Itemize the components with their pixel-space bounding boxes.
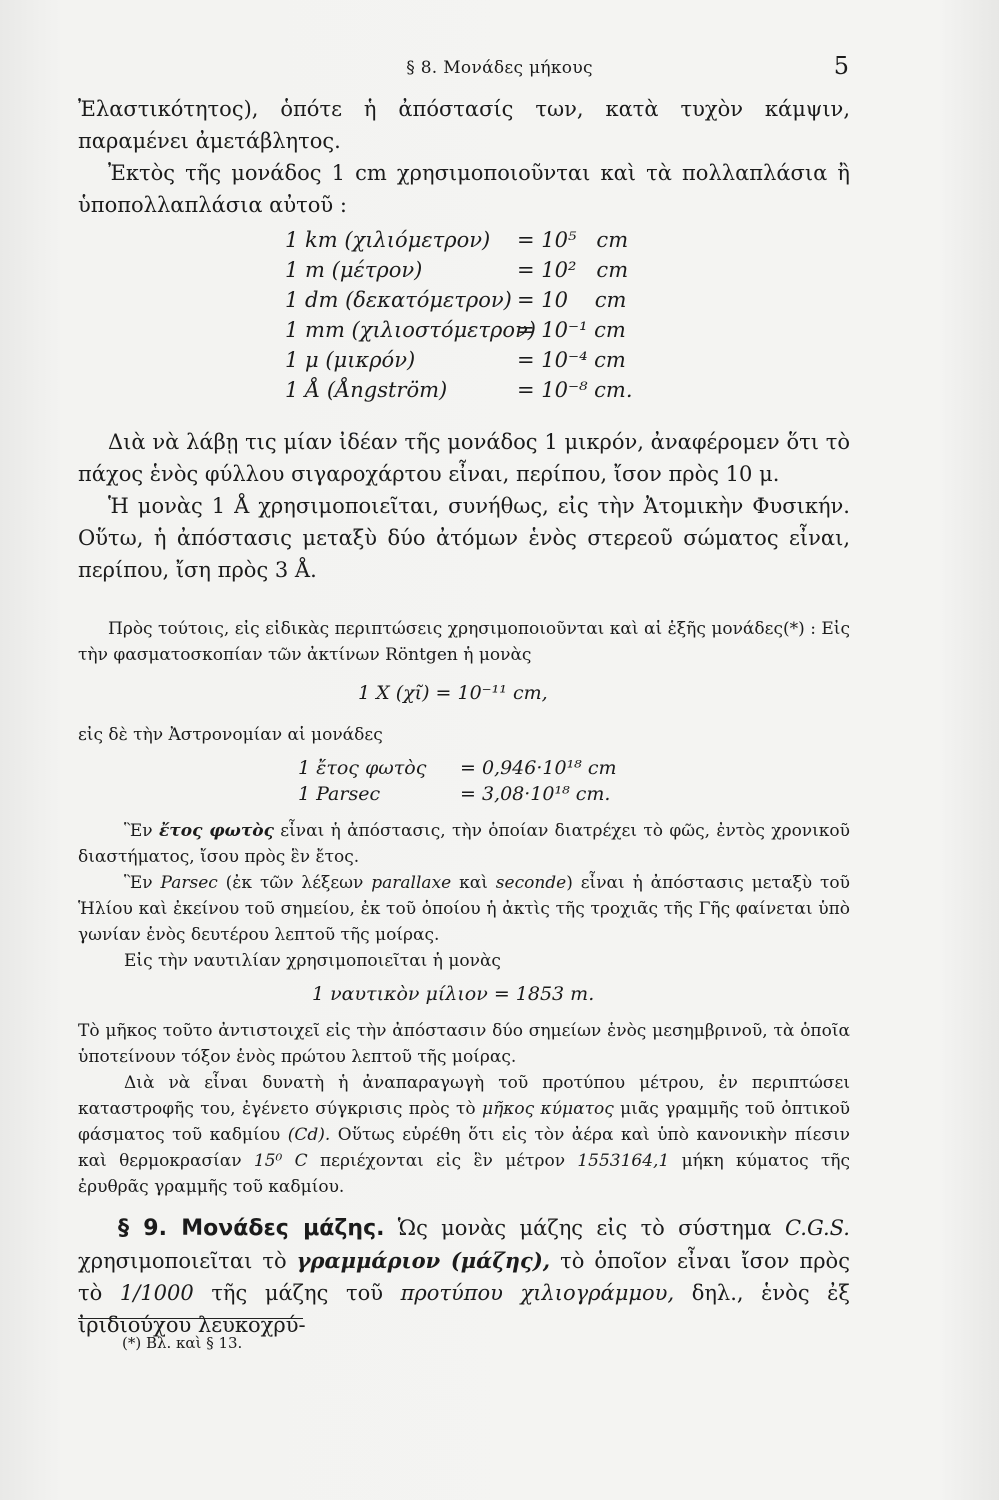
page-header <box>0 52 999 82</box>
equation-x-unit: 1 X (χῖ) = 10⁻¹¹ cm, <box>358 682 548 704</box>
footnote: (*) Βλ. καὶ § 13. <box>122 1334 243 1352</box>
text: (ἐκ τῶν λέξεων <box>225 873 364 893</box>
term-standard-kilogram: προτύπου χιλιογράμμου, <box>400 1281 675 1305</box>
paragraph-angstrom <box>78 490 850 586</box>
text: Ἓν <box>124 821 153 841</box>
text: Διὰ νὰ εἶναι δυνατὴ ἡ ἀναπαραγωγὴ τοῦ προτύπου μέτρου, ἐν περιπτώσει καταστροφῆς του, ἐγένετο σύγκρισις πρὸς τὸ <box>78 1073 850 1119</box>
paragraph-text: Τὸ μῆκος τοῦτο ἀντιστοιχεῖ εἰς τὴν ἀπόστασιν δύο σημείων ἑνὸς μεσημβρινοῦ, τὰ ὁποῖα ὑποτείνουν τόξον ἑνὸς πρώτου λεπτοῦ τῆς μοίρας. <box>78 1021 850 1067</box>
unit-value: = 10 cm <box>517 288 627 312</box>
text: ) εἶναι ἡ ἀπόστασις μεταξὺ τοῦ Ἡλίου καὶ ἐκείνου τοῦ σημείου, ἐκ τοῦ ὁποίου ἡ ἀκτὶς τῆς τροχιᾶς τῆς Γῆς φαίνεται ὑπὸ γωνίαν ἑνὸς δευτέρου λεπτοῦ τῆς μοίρας. <box>78 873 851 945</box>
unit-value: = 10⁻⁴ cm <box>517 348 626 372</box>
word-seconde: seconde <box>495 873 567 893</box>
text: Ὡς μονὰς μάζης εἰς τὸ σύστημα <box>397 1216 772 1240</box>
term-gram: γραμμάριον (μάζης), <box>296 1248 551 1273</box>
text: περιέχονται εἰς ἓν μέτρον <box>319 1151 566 1171</box>
unit-name: 1 mm (χιλιοστόμετρον) <box>285 318 536 342</box>
unit-name: 1 m (μέτρον) <box>285 258 423 282</box>
text: καὶ <box>459 873 488 893</box>
paragraph-elasticity <box>78 93 850 157</box>
paragraph-navigation <box>78 948 850 974</box>
temperature: 15⁰ C <box>253 1151 308 1171</box>
word-parallaxe: parallaxe <box>371 873 452 893</box>
astro-unit-name: 1 ἔτος φωτὸς <box>298 757 427 779</box>
paragraph-text: Εἰς τὴν ναυτιλίαν χρησιμοποιεῖται ἡ μονὰς <box>124 951 501 971</box>
text: χρησιμοποιεῖται τὸ <box>78 1249 287 1273</box>
term-cgs: C.G.S. <box>784 1216 850 1240</box>
paragraph-multiples <box>78 157 850 221</box>
unit-name: 1 μ (μικρόν) <box>285 348 416 372</box>
paragraph-text: Ἐλαστικότητος), ὁπότε ἡ ἀπόστασίς των, κατὰ τυχὸν κάμψιν, παραμένει ἀμετάβλητος. <box>78 97 850 153</box>
paragraph-text: εἰς δὲ τὴν Ἀστρονομίαν αἱ μονάδες <box>78 725 383 745</box>
astro-unit-name: 1 Parsec <box>298 783 381 805</box>
footnote-divider <box>78 1318 303 1319</box>
unit-value: = 10⁻¹ cm <box>517 318 626 342</box>
astro-unit-value: = 3,08·10¹⁸ cm. <box>460 783 611 805</box>
unit-row <box>285 318 705 348</box>
unit-row <box>285 228 705 258</box>
unit-row <box>285 258 705 288</box>
paragraph-text: Πρὸς τούτοις, εἰς εἰδικὰς περιπτώσεις χρησιμοποιοῦνται καὶ αἱ ἑξῆς μονάδες(*) : Εἰς τὴν φασματοσκοπίαν τῶν ἀκτίνων Röntgen ἡ μονὰς <box>78 619 850 665</box>
unit-row <box>285 378 705 408</box>
paragraph-special-units <box>78 616 850 668</box>
term-light-year: ἔτος φωτὸς <box>158 821 274 841</box>
paragraph-text: Διὰ νὰ λάβῃ τις μίαν ἰδέαν τῆς μονάδος 1 μικρόν, ἀναφέρομεν ὅτι τὸ πάχος ἑνὸς φύλλου σιγαροχάρτου εἶναι, περίπου, ἴσον πρὸς 10 μ. <box>78 430 850 486</box>
paragraph-cadmium <box>78 1070 850 1200</box>
unit-row <box>285 348 705 378</box>
text: τῆς μάζης τοῦ <box>211 1281 383 1305</box>
equation-nautical-mile: 1 ναυτικὸν μίλιον = 1853 m. <box>312 983 595 1005</box>
unit-row <box>285 288 705 318</box>
paragraph-text: Ἐκτὸς τῆς μονάδος 1 cm χρησιμοποιοῦνται καὶ τὰ πολλαπλάσια ἢ ὑποπολλαπλάσια αὐτοῦ : <box>78 161 850 217</box>
unit-value: = 10² cm <box>517 258 629 282</box>
text: μήκη κύματος τῆς ἐρυθρᾶς γραμμῆς τοῦ καδμίου. <box>78 1151 851 1197</box>
section-9-mass-units <box>78 1212 850 1341</box>
paragraph-parsec <box>78 870 850 948</box>
term-wavelength: μῆκος κύματος <box>482 1099 614 1119</box>
paragraph-meridian <box>78 1018 850 1070</box>
symbol-cd: (Cd). <box>287 1125 331 1145</box>
paragraph-text: Ἡ μονὰς 1 Å χρησιμοποιεῖται, συνήθως, εἰς τὴν Ἀτομικὴν Φυσικήν. Οὕτω, ἡ ἀπόστασις μεταξὺ δύο ἀτόμων ἑνὸς στερεοῦ σώματος εἶναι, περίπου, ἴση πρὸς 3 Å. <box>78 494 850 582</box>
term-parsec: Parsec <box>160 873 218 893</box>
paragraph-astronomy <box>78 722 850 748</box>
astro-unit-value: = 0,946·10¹⁸ cm <box>460 757 617 779</box>
unit-name: 1 km (χιλιόμετρον) <box>285 228 491 252</box>
text: μιᾶς γραμμῆς τοῦ ὀπτικοῦ φάσματος τοῦ καδμίου <box>78 1099 851 1145</box>
text: δηλ., ἑνὸς ἐξ ἰριδιούχου λευκοχρύ- <box>78 1281 850 1337</box>
fraction: 1/1000 <box>119 1281 194 1305</box>
text: εἶναι ἡ ἀπόστασις, τὴν ὁποίαν διατρέχει τὸ φῶς, ἐντὸς χρονικοῦ διαστήματος, ἴσου πρὸς ἓν ἔτος. <box>78 821 850 867</box>
text: Ἓν <box>124 873 153 893</box>
unit-value: = 10⁻⁸ cm. <box>517 378 633 402</box>
section-heading: § 9. Μονάδες μάζης. <box>118 1216 385 1241</box>
text: τὸ ὁποῖον εἶναι ἴσον πρὸς τὸ <box>78 1249 850 1305</box>
count-wavelengths: 1553164,1 <box>577 1151 670 1171</box>
running-title: § 8. Μονάδες μήκους <box>406 58 593 78</box>
paragraph-light-year <box>78 818 850 870</box>
unit-name: 1 Å (Ångström) <box>285 378 448 402</box>
page-number: 5 <box>833 52 849 80</box>
unit-value: = 10⁵ cm <box>517 228 629 252</box>
length-units-table <box>285 228 705 408</box>
unit-name: 1 dm (δεκατόμετρον) <box>285 288 512 312</box>
text: Οὕτως εὑρέθη ὅτι εἰς τὸν ἀέρα καὶ ὑπὸ κανονικὴν πίεσιν καὶ θερμοκρασίαν <box>78 1125 850 1171</box>
paragraph-micron <box>78 426 850 490</box>
